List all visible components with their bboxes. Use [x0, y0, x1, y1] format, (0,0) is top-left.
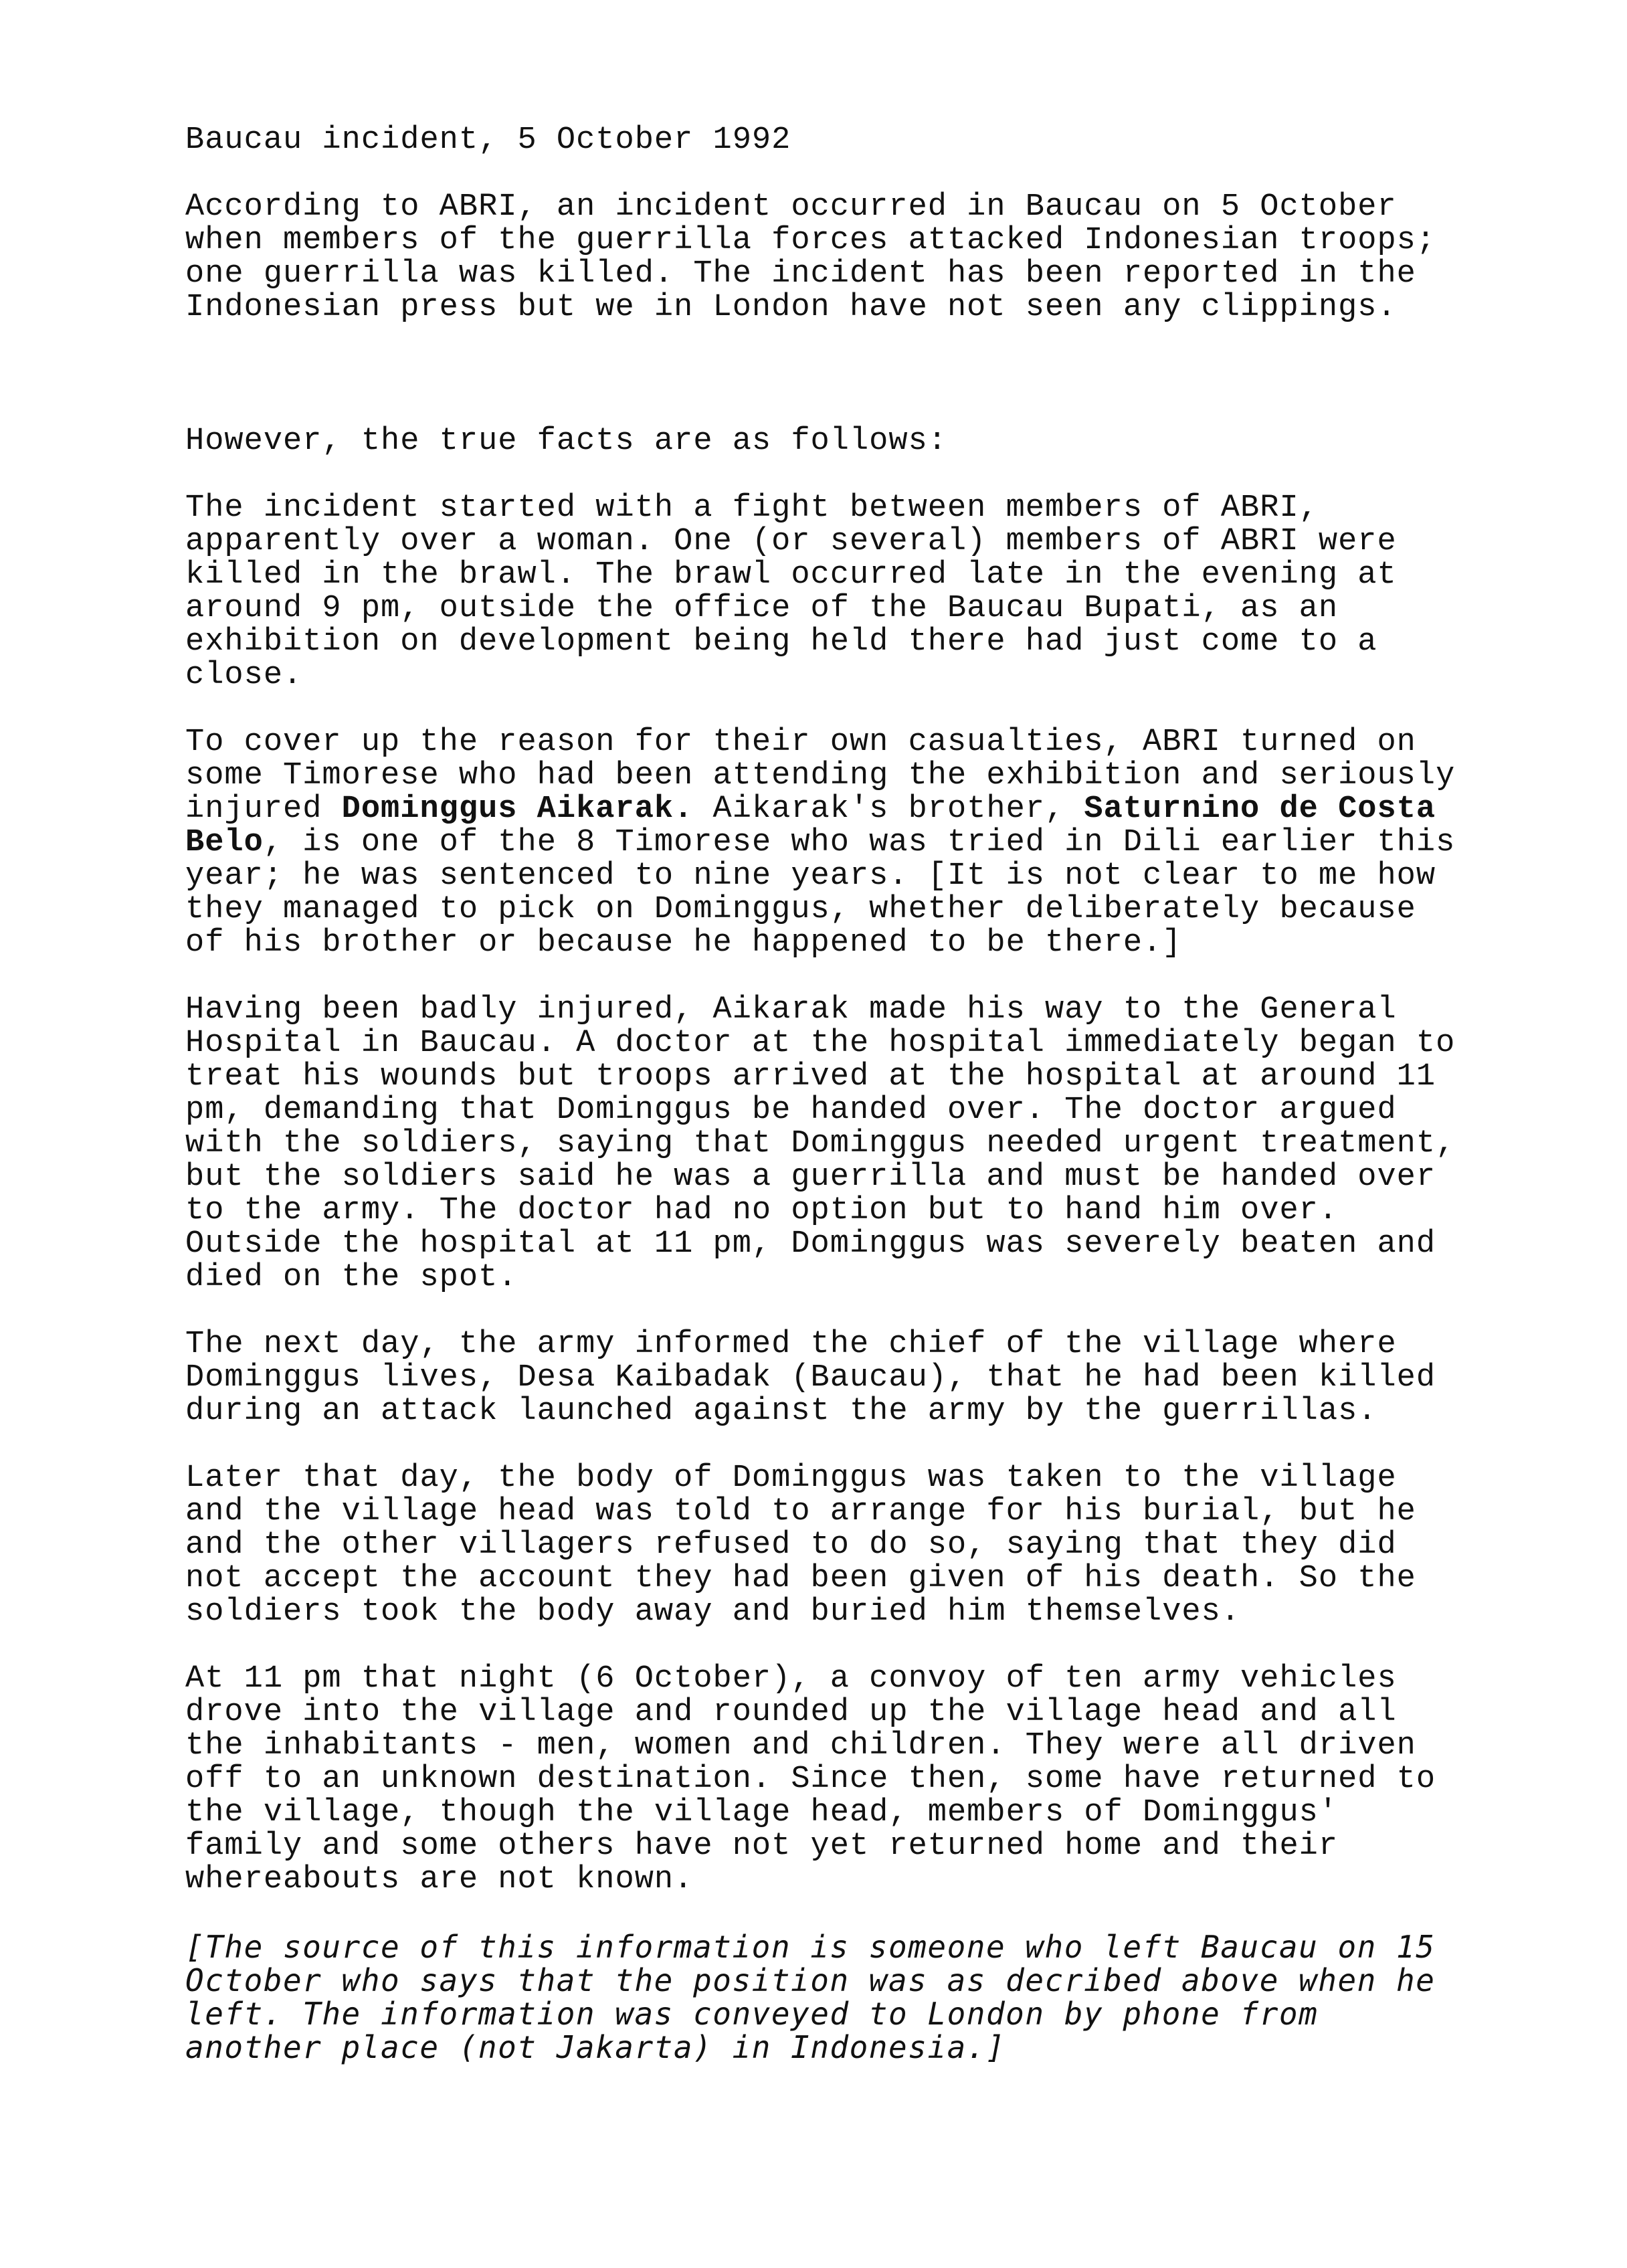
paragraph-cover-up-text-3: , is one of the 8 Timorese who was tried in Dili earlier this year; he was sentenced to nine years. [It is not clear to me how they managed to pick on Dominggus, whether deliberately because of his brother or because he happened to be there.]	[185, 825, 1456, 961]
paragraph-cover-up-text-2: Aikarak's brother,	[693, 791, 1084, 827]
paragraph-cover-up-text-1: To cover up the reason for their own casualties, ABRI turned on some Timorese who had been attending the exhibition and seriously injured	[185, 725, 1456, 827]
paragraph-brawl: The incident started with a fight between members of ABRI, apparently over a woman. One (or several) members of ABRI were killed in the brawl. The brawl occurred late in the evening at around 9 pm, outside the office of the Baucau Bupati, as an exhibition on development being held there had just come to a close.	[185, 490, 1397, 693]
name-saturnino-de-costa-belo: Saturnino de Costa Belo	[185, 791, 1436, 860]
however-line: However, the true facts are as follows:	[185, 423, 947, 459]
source-note: [The source of this information is someone who left Baucau on 15 October who says that the position was as decribed above when he left. The information was conveyed to London by phone from another place (not Jakarta) in Indonesia.]	[185, 1929, 1436, 2065]
paragraph-convoy: At 11 pm that night (6 October), a convoy of ten army vehicles drove into the village and rounded up the village head and all the inhabitants - men, women and children. They were all driven off to an unknown destination. Since then, some have returned to the village, though the village head, members of Dominggus' family and some others have not yet returned home and their whereabouts are not known.	[185, 1661, 1436, 1897]
name-dominggus-aikarak: Dominggus Aikarak.	[341, 791, 694, 827]
document-page	[185, 124, 1523, 2097]
intro-paragraph: According to ABRI, an incident occurred in Baucau on 5 October when members of the guerrilla forces attacked Indonesian troops; one guerrilla was killed. The incident has been reported in the Indonesian press but we in London have not seen any clippings.	[185, 189, 1436, 325]
paragraph-cover-up	[185, 726, 1523, 960]
paragraph-next-day: The next day, the army informed the chief of the village where Dominggus lives, Desa Kaibadak (Baucau), that he had been killed during an attack launched against the army by the guerrillas.	[185, 1327, 1436, 1429]
paragraph-burial: Later that day, the body of Dominggus was taken to the village and the village head was told to arrange for his burial, but he and the other villagers refused to do so, saying that they did not accept the account they had been given of his death. So the soldiers took the body away and buried him themselves.	[185, 1460, 1416, 1630]
document-title: Baucau incident, 5 October 1992	[185, 122, 791, 158]
paragraph-hospital: Having been badly injured, Aikarak made his way to the General Hospital in Baucau. A doctor at the hospital immediately began to treat his wounds but troops arrived at the hospital at around 11 pm, demanding that Dominggus be handed over. The doctor argued with the soldiers, saying that Dominggus needed urgent treatment, but the soldiers said he was a guerrilla and must be handed over to the army. The doctor had no option but to hand him over. Outside the hospital at 11 pm, Dominggus was severely beaten and died on the spot.	[185, 992, 1456, 1295]
